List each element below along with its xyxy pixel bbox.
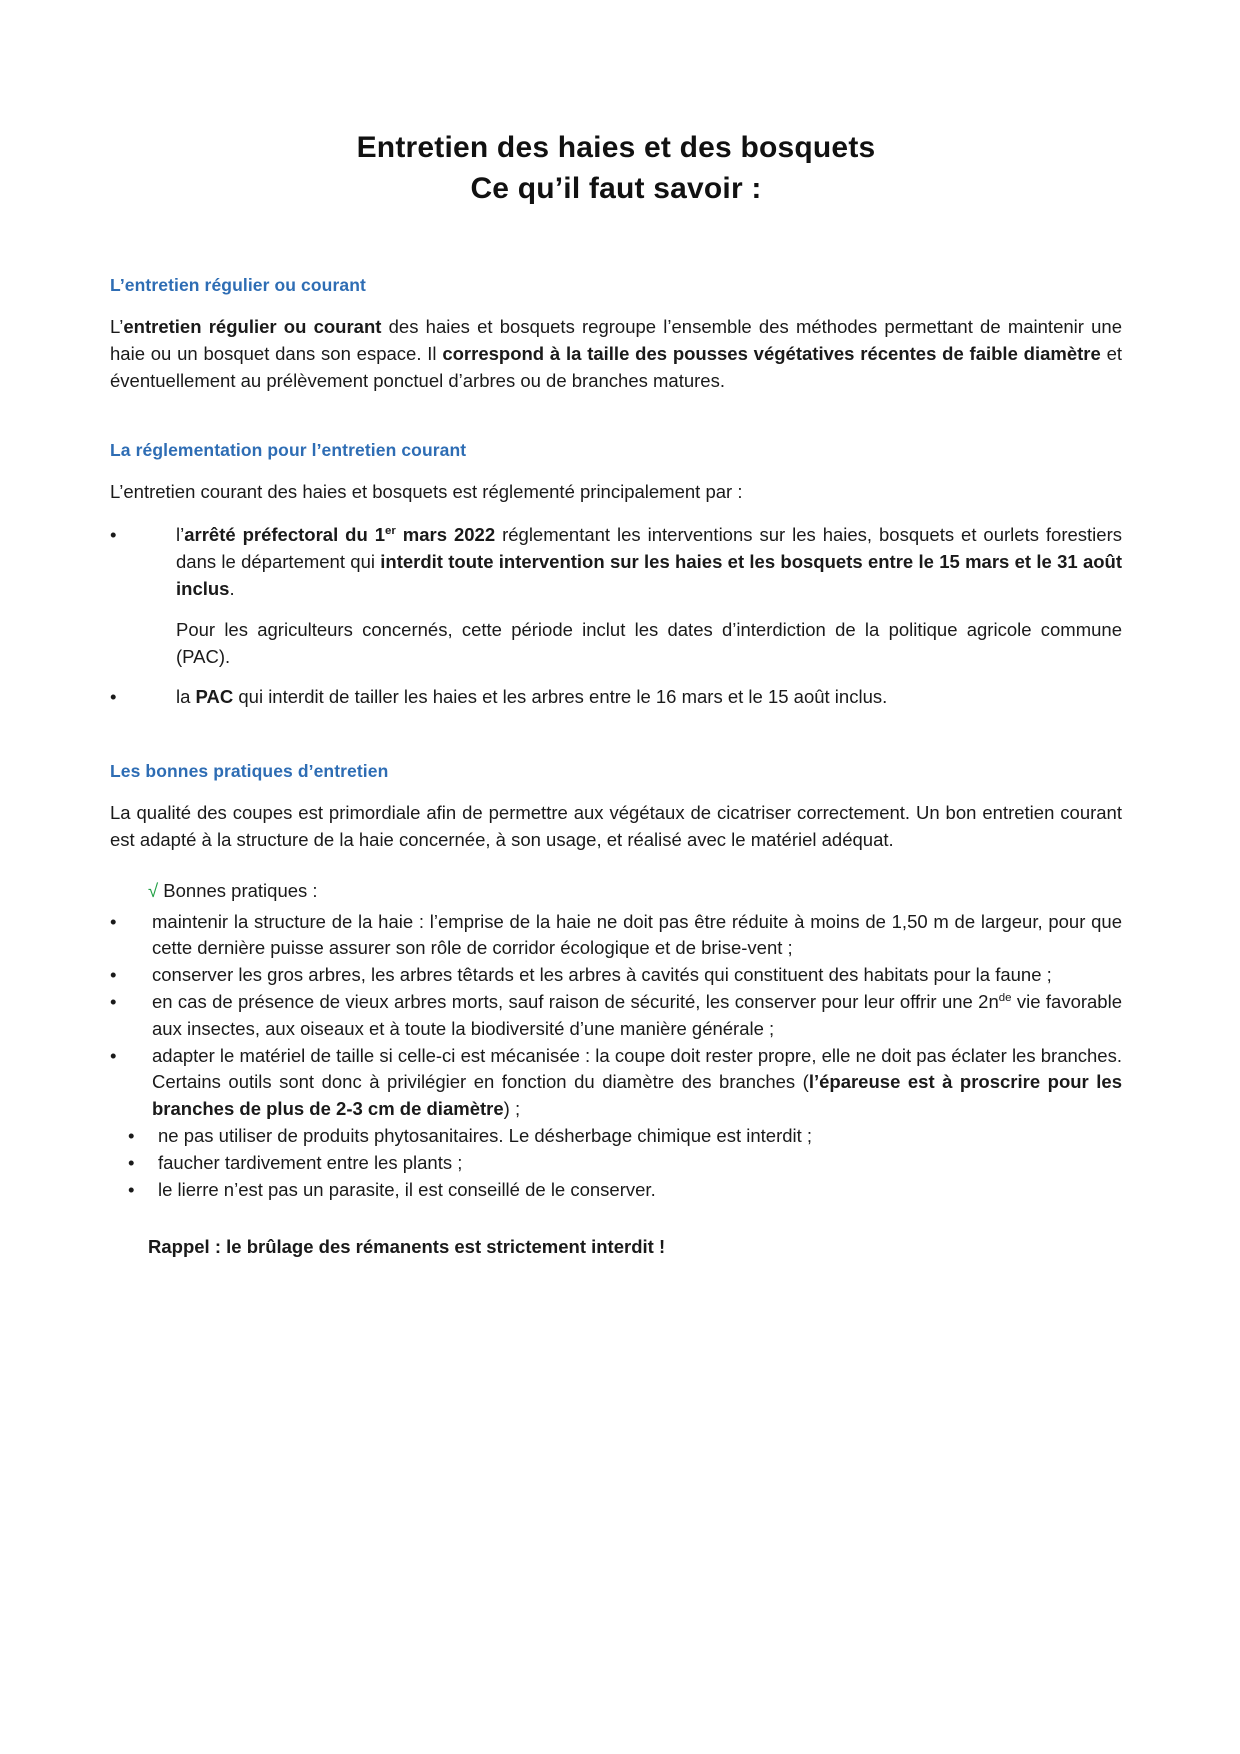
list-item-text: adapter le matériel de taille si celle-ci est mécanisée : la coupe doit rester propre, elle ne doit pas éclater les branches. Certains outils sont donc à privilégier en fonction du diamètre des branches (l’épareuse est à proscrire pour les branches de plus de 2-3 cm de diamètre) ;: [152, 1044, 1122, 1120]
bullet-icon: •: [110, 964, 117, 986]
list-item-text: maintenir la structure de la haie : l’emprise de la haie ne doit pas être réduite à moins de 1,50 m de largeur, pour que cette dernière puisse assurer son rôle de corridor écologique et de brise-vent ;: [152, 910, 1122, 959]
page-title: [110, 128, 1122, 209]
bullet-icon: •: [110, 910, 117, 932]
list-item: [110, 989, 1122, 1043]
bullet-icon: •: [128, 1125, 135, 1147]
list-item: [110, 962, 1122, 989]
list-item-text: la PAC qui interdit de tailler les haies et les arbres entre le 16 mars et le 15 août inclus.: [176, 686, 888, 708]
list-item: [110, 1123, 1122, 1150]
rappel-text: Rappel : le brûlage des rémanents est strictement interdit !: [148, 1235, 666, 1257]
section-heading-reglementation: La réglementation pour l’entretien courant: [110, 440, 467, 461]
list-item-text: ne pas utiliser de produits phytosanitaires. Le désherbage chimique est interdit ;: [158, 1125, 813, 1147]
list-item-arrete-prefectoral: [110, 522, 1122, 602]
list-item-text: l’arrêté préfectoral du 1er mars 2022 réglementant les interventions sur les haies, bosquets et ourlets forestiers dans le département qui interdit toute intervention sur les haies et les bosquets entre le 15 mars et le 31 août inclus.: [176, 524, 1123, 599]
bullet-icon: •: [110, 524, 117, 546]
list-item-text: conserver les gros arbres, les arbres têtards et les arbres à cavités qui constituent des habitats pour la faune ;: [152, 964, 1052, 986]
bullet-icon: •: [128, 1151, 135, 1173]
paragraph-reglementation-intro: L’entretien courant des haies et bosquets est réglementé principalement par :: [110, 481, 743, 503]
section-heading-entretien-regulier: L’entretien régulier ou courant: [110, 275, 366, 295]
check-icon: √: [148, 879, 159, 901]
list-item: [110, 1177, 1122, 1204]
bullet-icon: •: [110, 991, 117, 1012]
reglementation-list-pac: [110, 684, 1122, 711]
bullet-icon: •: [110, 686, 117, 708]
bonnes-pratiques-check-label: [110, 878, 1122, 905]
paragraph-entretien-regulier: L’entretien régulier ou courant des haies et bosquets regroupe l’ensemble des méthodes permettant de maintenir une haie ou un bosquet dans son espace. Il correspond à la taille des pousses végétatives récentes de faible diamètre et éventuellement au prélèvement ponctuel d’arbres ou de branches matures.: [110, 316, 1123, 391]
paragraph-bonnes-pratiques-intro: La qualité des coupes est primordiale afin de permettre aux végétaux de cicatriser correctement. Un bon entretien courant est adapté à la structure de la haie concernée, à son usage, et réalisé avec le matériel adéquat.: [110, 802, 1122, 850]
list-item-text: en cas de présence de vieux arbres morts, sauf raison de sécurité, les conserver pour leur offrir une $2n^{de}$ vie favorable aux insectes, aux oiseaux et à toute la biodiversité d’une manière générale ;: [152, 991, 1122, 1039]
list-item: [110, 1043, 1122, 1123]
list-item-pac: [110, 684, 1122, 711]
bullet-icon: •: [110, 1044, 117, 1066]
list-item-text: le lierre n’est pas un parasite, il est conseillé de le conserver.: [158, 1178, 656, 1200]
list-item-text: faucher tardivement entre les plants ;: [158, 1151, 463, 1173]
title-line-1: Entretien des haies et des bosquets: [356, 131, 876, 164]
bonnes-pratiques-list: [110, 909, 1122, 1204]
reglementation-list: [110, 522, 1122, 602]
list-item: [110, 909, 1122, 963]
check-label-text: Bonnes pratiques :: [163, 879, 318, 901]
section-heading-bonnes-pratiques: Les bonnes pratiques d’entretien: [110, 761, 389, 782]
paragraph-pac-dates: Pour les agriculteurs concernés, cette période inclut les dates d’interdiction de la politique agricole commune (PAC).: [176, 618, 1122, 667]
title-line-2: Ce qu’il faut savoir :: [470, 171, 762, 205]
list-item: [110, 1150, 1122, 1177]
bullet-icon: •: [128, 1178, 135, 1200]
